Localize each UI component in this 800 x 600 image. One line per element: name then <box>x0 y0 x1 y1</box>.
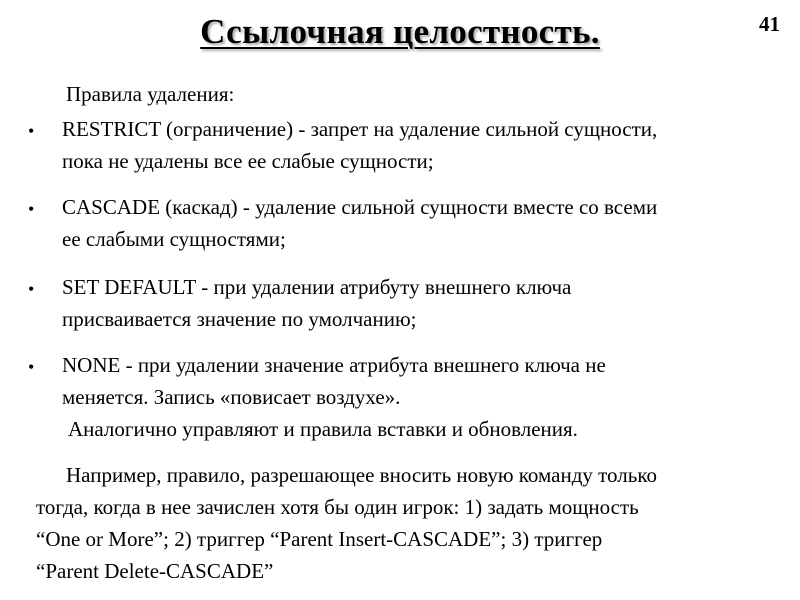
bullet-none-line2: меняется. Запись «повисает воздухе». <box>62 385 401 409</box>
bullet-marker: • <box>28 121 35 141</box>
example-line3: “One or More”; 2) триггер “Parent Insert-CASCADE”; 3) триггер <box>36 527 603 551</box>
bullet-restrict-line1: RESTRICT (ограничение) - запрет на удаление сильной сущности, <box>62 117 658 141</box>
bullet-marker: • <box>28 279 35 299</box>
note-text: Аналогично управляют и правила вставки и обновления. <box>68 417 578 441</box>
bullet-restrict-line2: пока не удалены все ее слабые сущности; <box>62 149 434 173</box>
rules-heading: Правила удаления: <box>66 82 235 106</box>
example-line4: “Parent Delete-CASCADE” <box>36 559 274 583</box>
example-line2: тогда, когда в нее зачислен хотя бы один игрок: 1) задать мощность <box>36 495 639 519</box>
page-number: 41 <box>759 12 780 36</box>
example-line1: Например, правило, разрешающее вносить новую команду только <box>66 463 657 487</box>
bullet-cascade-line2: ее слабыми сущностями; <box>62 227 286 251</box>
bullet-set-default-line2: присваивается значение по умолчанию; <box>62 307 417 331</box>
bullet-marker: • <box>28 199 35 219</box>
bullet-set-default-line1: SET DEFAULT - при удалении атрибуту внешнего ключа <box>62 275 572 299</box>
bullet-cascade-line1: CASCADE (каскад) - удаление сильной сущности вместе со всеми <box>62 195 658 219</box>
bullet-marker: • <box>28 357 35 377</box>
bullet-none-line1: NONE - при удалении значение атрибута внешнего ключа не <box>62 353 606 377</box>
slide-title: Ссылочная целостность. <box>200 12 600 51</box>
